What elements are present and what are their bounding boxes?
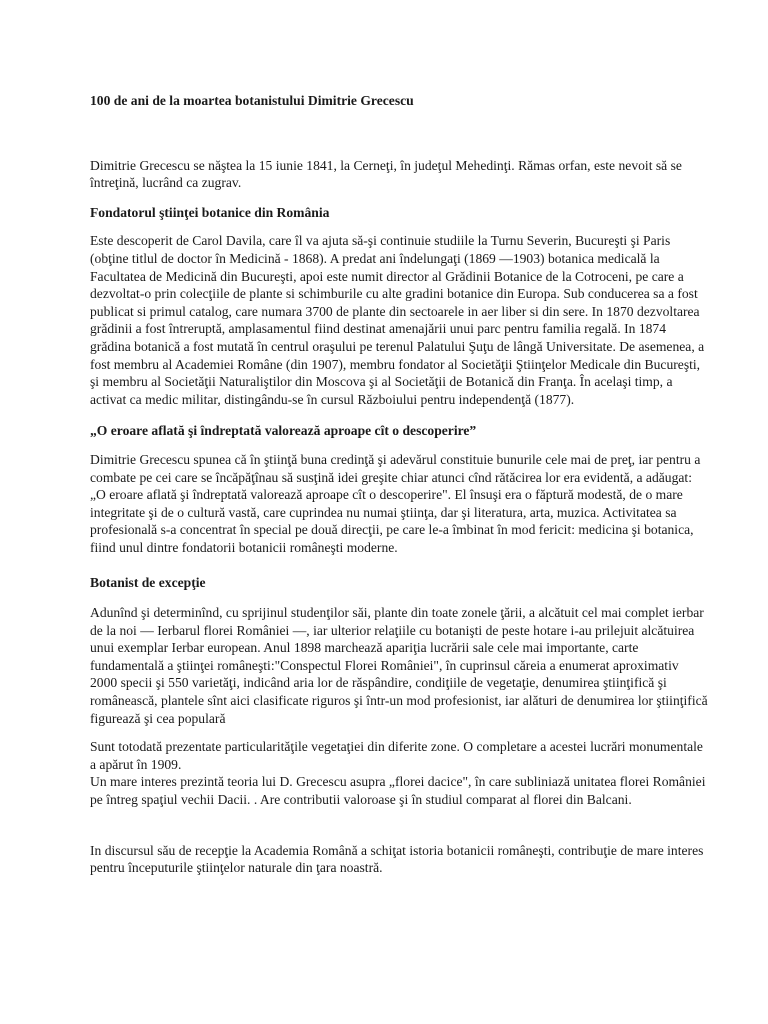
section-paragraph: In discursul său de recepţie la Academia Română a schiţat istoria botanicii româneşti, contribuţie de mare interes pentru începuturile ştiinţelor naturale din ţara noastră. [90, 842, 704, 876]
section-heading-quote: „O eroare aflată şi îndreptată valorează aproape cît o descoperire” [90, 423, 477, 439]
section-heading-founder: Fondatorul ştiinţei botanice din România [90, 204, 330, 220]
document-page [90, 92, 708, 888]
section-paragraph: Este descoperit de Carol Davila, care îl va ajuta să-şi continuie studiile la Turnu Severin, Bucureşti şi Paris (obţine titlul de doctor în Medicină - 1868). A predat ani îndelungaţi (1869 —1903) botanica medicală la Facultatea de Medicină din Bucureşti, apoi este numit director al Grădinii Botanice de la Cotroceni, pe care a dezvoltat-o prin colecţiile de plante si schimburile cu alte gradini botanice din Europa. Sub conducerea sa a fost publicat si primul catalog, care numara 3700 de plante din sectoarele in aer liber si din sere. In 1870 dezvoltarea grădinii a fost întreruptă, amplasamentul fiind destinat amenajării unui parc pentru familia regală. In 1874 grădina botanică a fost mutată în centrul oraşului pe terenul Palatului Şuţu de lângă Universitate. De asemenea, a fost membru al Academiei Române (din 1907), membru fondator al Societăţii Ştiinţelor Medicale din Bucureşti, şi membru al Societăţii Naturaliştilor din Moscova şi al Societăţii de Botanică din Franţa. În acelaşi timp, a activat ca medic militar, distingându-se în cursul Războiului pentru independenţă (1877). [90, 233, 705, 407]
section-paragraph: Sunt totodată prezentate particularităţile vegetaţiei din diferite zone. O completare a acestei lucrări monumentale a apărut în 1909. [90, 739, 703, 772]
intro-paragraph: Dimitrie Grecescu se năştea la 15 iunie 1841, la Cerneţi, în judeţul Mehedinţi. Rămas orfan, este nevoit să se întreţină, lucrând ca zugrav. [90, 157, 682, 191]
document-title: 100 de ani de la moartea botanistului Dimitrie Grecescu [90, 93, 414, 108]
section-heading-botanist: Botanist de excepţie [90, 575, 206, 591]
section-paragraph: Dimitrie Grecescu spunea că în ştiinţă buna credinţă şi adevărul constituie bunurile cele mai de preţ, iar pentru a combate pe cei care se încăpăţînau să susţină idei greşite chiar atunci cînd rătăcirea lor era evidentă, a adăugat: „O eroare aflată şi îndreptată valorează aproape cît o descoperire". El însuşi era o făptură modestă, de o mare integritate şi de o cultură vastă, care cuprindea nu numai ştiinţa, dar şi literatura, arta, muzica. Activitatea sa profesională s-a concentrat în special pe două direcţii, pe care le-a îmbinat în mod fericit: medicina şi botanica, fiind unul dintre fondatorii botanicii româneşti moderne. [90, 451, 701, 555]
section-paragraph: Un mare interes prezintă teoria lui D. Grecescu asupra „florei dacice", în care subliniază unitatea florei României pe întreg spaţiul vechii Dacii. . Are contributii valoroase şi în studiul comparat al florei din Balcani. [90, 774, 706, 807]
section-paragraph: Adunînd şi determinînd, cu sprijinul studenţilor săi, plante din toate zonele ţării, a alcătuit cel mai complet ierbar de la noi — Ierbarul florei României —, iar ulterior relaţiile cu botanişti de peste hotare i-au prilejuit alcătuirea unui exemplar Ierbar european. Anul 1898 marchează apariţia lucrării sale cele mai importante, carte fundamentală a ştiinţei româneşti:"Conspectul Florei României", în cuprinsul căreia a enumerat aproximativ 2000 specii şi 550 varietăţi, indicând aria lor de răspândire, condiţiile de vegetaţie, denumirea ştiinţifică şi românească, plantele sînt aici clasificate riguros şi într-un mod profesionist, iar alături de denumirea lor ştiinţifică figurează şi cea populară [90, 605, 708, 726]
